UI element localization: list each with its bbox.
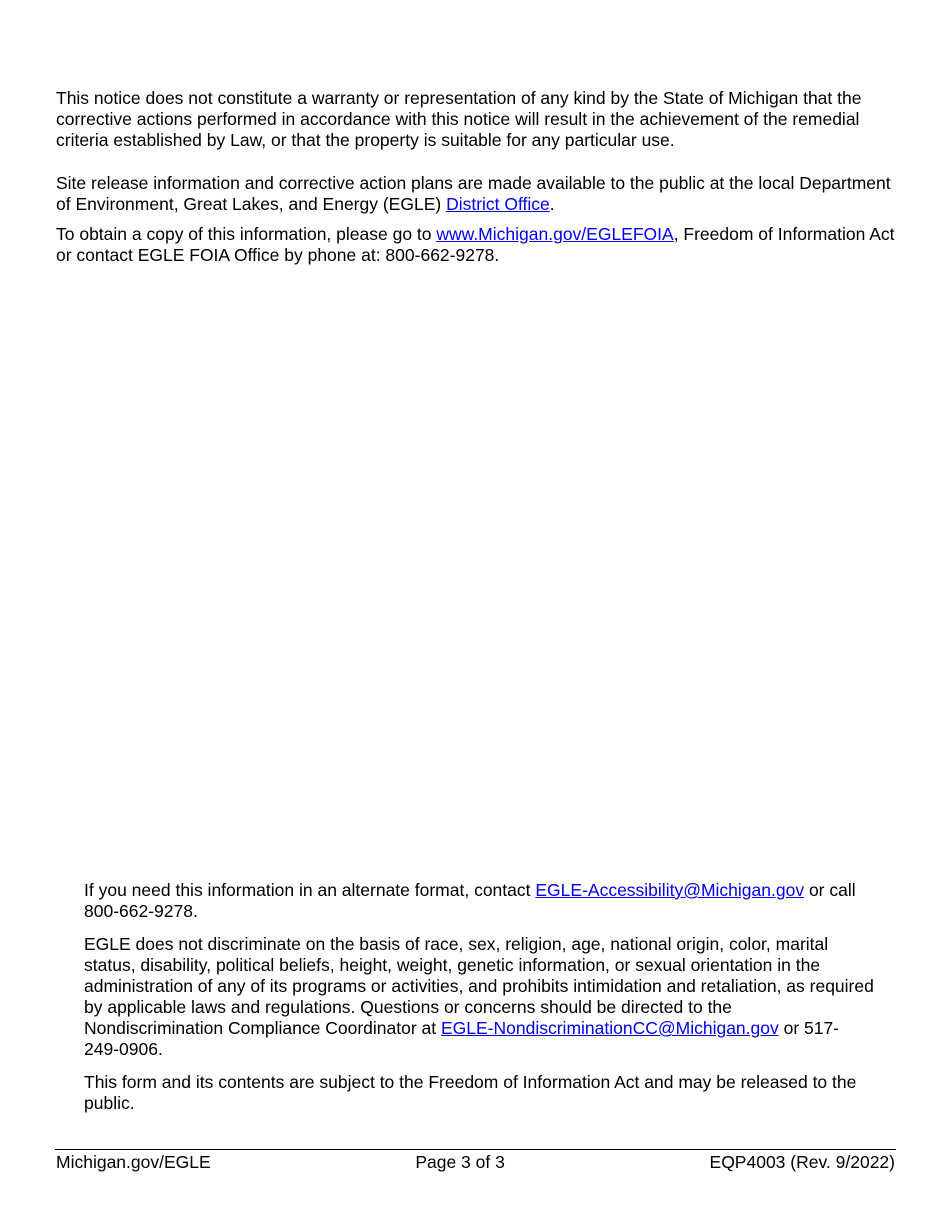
accessibility-email-link[interactable]: EGLE-Accessibility@Michigan.gov [535,880,805,900]
site-release-end: . [549,194,555,214]
nondiscrimination-end: or 517-249-0906. [84,1018,840,1059]
foia-link[interactable]: www.Michigan.gov/EGLEFOIA [436,224,674,244]
nondiscrimination-paragraph [84,934,874,1060]
site-release-paragraph [56,173,896,215]
foia-notice: This form and its contents are subject to the Freedom of Information Act and may be released to the public. [84,1072,857,1113]
notice-section [56,88,896,266]
alternate-format-text: If you need this information in an alternate format, contact [84,880,536,900]
footer-website: Michigan.gov/EGLE [56,1152,211,1172]
site-release-text: Site release information and corrective action plans are made available to the public at the local Department of Environment, Great Lakes, and Energy (EGLE) [56,173,891,214]
footer-page-number: Page 3 of 3 [415,1152,505,1172]
alternate-format-paragraph [84,880,874,922]
obtain-copy-text: To obtain a copy of this information, please go to [56,224,437,244]
footer-form-id: EQP4003 (Rev. 9/2022) [709,1152,895,1172]
footer-divider [55,1149,896,1150]
page-footer [56,1152,895,1173]
obtain-copy-paragraph [56,224,896,266]
accessibility-section [84,880,874,1114]
district-office-link[interactable]: District Office [446,194,550,214]
alternate-format-end: or call 800-662-9278. [84,880,856,921]
warranty-disclaimer: This notice does not constitute a warranty or representation of any kind by the State of Michigan that the corrective actions performed in accordance with this notice will result in the achievement of the remedial criteria established by Law, or that the property is suitable for any particular use. [56,88,862,150]
nondiscrimination-email-link[interactable]: EGLE-NondiscriminationCC@Michigan.gov [440,1018,779,1038]
nondiscrimination-text: EGLE does not discriminate on the basis of race, sex, religion, age, national origin, color, marital status, disability, political beliefs, height, weight, genetic information, or sexual orientation in the administration of any of its programs or activities, and prohibits intimidation and retaliation, as required by applicable laws and regulations. Questions or concerns should be directed to the Nondiscrimination Compliance Coordinator at [84,934,874,1038]
obtain-copy-end: , Freedom of Information Act or contact EGLE FOIA Office by phone at: 800-662-9278. [56,224,895,265]
